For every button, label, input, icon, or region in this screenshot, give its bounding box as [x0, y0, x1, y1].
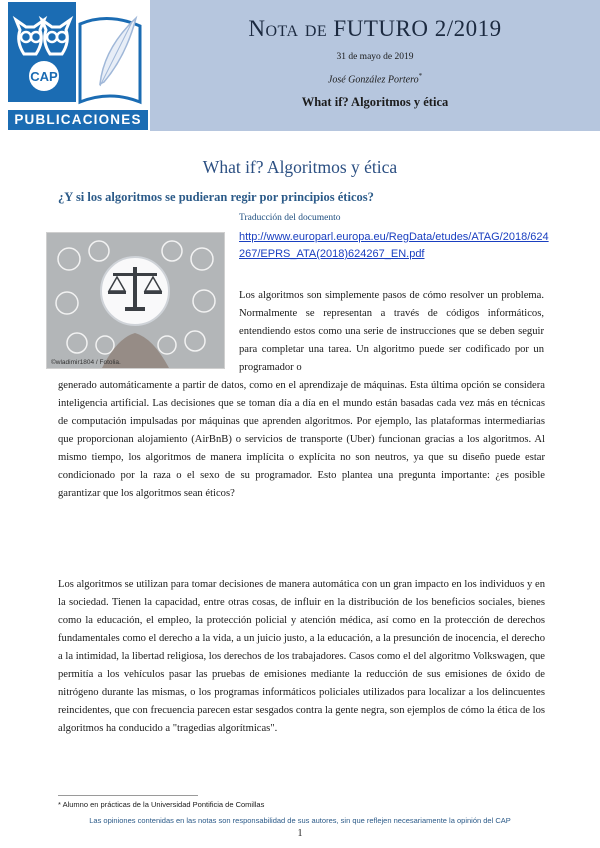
- owl-logo-icon: [0, 0, 150, 112]
- footnote-divider: [58, 795, 198, 796]
- footnote: * Alumno en prácticas de la Universidad Pontificia de Comillas: [58, 800, 265, 809]
- article-image: [46, 232, 225, 369]
- source-document-link[interactable]: http://www.europarl.europa.eu/RegData/etudes/ATAG/2018/624267/EPRS_ATA(2018)624267_EN.pdf: [239, 231, 549, 260]
- cap-logo: [0, 0, 150, 131]
- note-date: 31 de mayo de 2019: [336, 52, 414, 62]
- svg-text:CAP: CAP: [30, 69, 58, 84]
- author-footnote-mark: *: [418, 72, 423, 80]
- translation-label: Traducción del documento: [239, 213, 341, 223]
- publicaciones-label: PUBLICACIONES: [8, 110, 148, 130]
- page-number: 1: [297, 828, 303, 839]
- note-subtitle: What if? Algoritmos y ética: [301, 95, 449, 109]
- note-author: [150, 72, 600, 85]
- page-title: What if? Algoritmos y ética: [202, 157, 398, 177]
- paragraph-2: Los algoritmos se utilizan para tomar decisiones de manera automática con un gran impacto en los individuos y en la sociedad. Tienen la capacidad, entre otras cosas, de influir en la distribución de los beneficios sociales, bienes como la educación, el empleo, la protección policial y atención médica, así como en la protección de derechos fundamentales como el derecho a la vida, a un juicio justo, a la educación, a la presunción de inocencia, el derecho a la intimidad, la libertad religiosa, los derechos de los trabajadores. Casos como el del algoritmo Volkswagen, que permitía a los vehículos pasar las pruebas de emisiones mediante la reducción de sus emisiones de óxido de nitrógeno durante las mismas, o los programas informáticos policiales utilizados para localizar a los delincuentes reincidentes, que con frecuencia parecen estar sesgados contra la gente negra, son ejemplos de cómo la ética de los algoritmos ha conducido a "tragedias algorítmicas".: [58, 579, 545, 734]
- image-credit: ©wladimir1804 / Fotolia.: [51, 359, 121, 366]
- page-subtitle: ¿Y si los algoritmos se pudieran regir por principios éticos?: [58, 190, 374, 204]
- disclaimer: Las opiniones contenidas en las notas son responsabilidad de sus autores, sin que reflejen necesariamente la opinión del CAP: [89, 816, 511, 825]
- justice-scale-icon: [47, 233, 224, 368]
- document-header: [0, 0, 600, 131]
- paragraph-1-intro: Los algoritmos son simplemente pasos de cómo resolver un problema. Normalmente se representan a través de códigos informáticos, entendiendo estos como una serie de instrucciones que se deben seguir para completar una tarea. Un algoritmo puede ser codificado por un programador o: [239, 290, 544, 373]
- title-banner: [150, 0, 600, 131]
- note-title: Nota de FUTURO 2/2019: [248, 16, 502, 41]
- author-name: José González Portero: [327, 74, 419, 86]
- paragraph-1-continued: generado automáticamente a partir de datos, como en el aprendizaje de máquinas. Esta última opción se considera inteligencia artificial. Las decisiones que se toman día a día en el mundo están basadas cada vez más en técnicas de computación impulsadas por máquinas que aprenden algoritmos. Por ejemplo, las plataformas intermediarias que proporcionan alojamiento (AirBnB) o servicios de transporte (Uber) funcionan gracias a los algoritmos. Al mismo tiempo, los algoritmos de manera implícita o explícita no son neutros, ya que su diseño puede estar condicionado por la raza o el sexo de su programador. Esto plantea una pregunta importante: ¿es posible garantizar que los algoritmos sean éticos?: [58, 380, 545, 499]
